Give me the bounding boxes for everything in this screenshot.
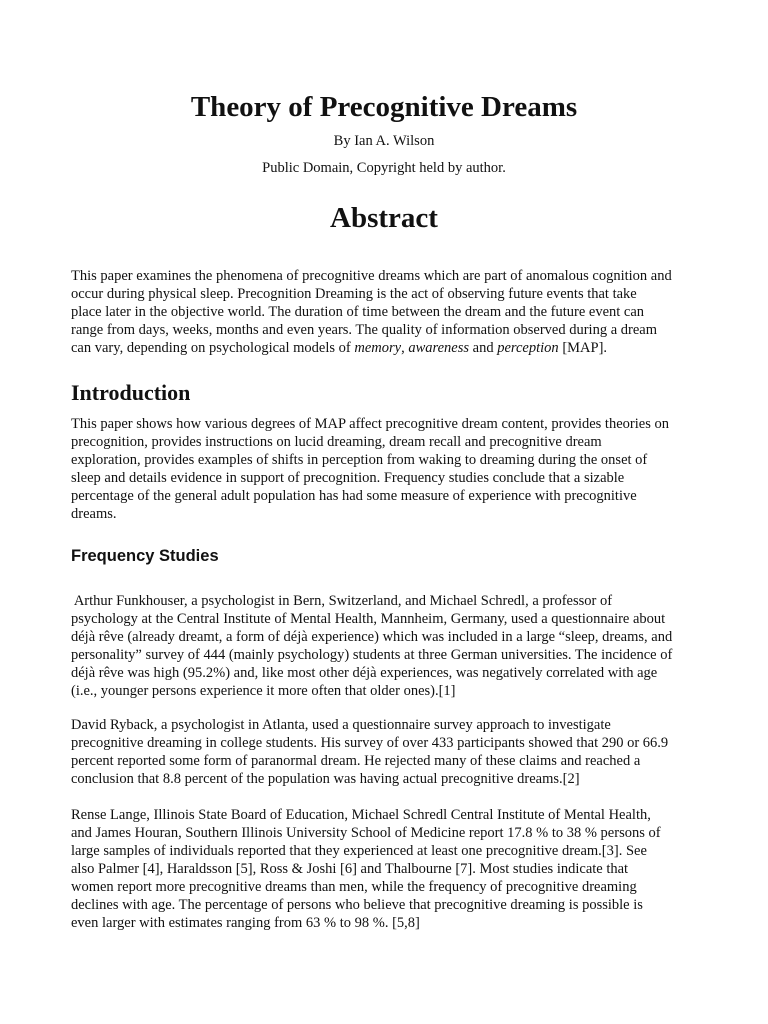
separator: , xyxy=(401,340,409,356)
term-memory: memory xyxy=(354,340,402,356)
author-byline: By Ian A. Wilson xyxy=(333,133,435,149)
term-perception: perception xyxy=(497,340,559,356)
abstract-line-last xyxy=(71,339,701,357)
abstract-line: occur during physical sleep. Precognition Dreaming is the act of observing future events that take xyxy=(71,286,637,302)
document-title: Theory of Precognitive Dreams xyxy=(190,91,578,123)
frequency-paragraph-2 xyxy=(71,716,701,788)
freq-line: psychology at the Central Institute of Mental Health, Mannheim, Germany, used a questionnaire about xyxy=(71,611,666,627)
frequency-studies-heading: Frequency Studies xyxy=(71,547,219,565)
term-awareness: awareness xyxy=(408,340,470,356)
abstract-text: can vary, depending on psychological models of xyxy=(71,340,355,356)
intro-line: exploration, provides examples of shifts in perception from waking to dreaming during the onset of xyxy=(71,452,648,468)
freq-line: precognitive dreaming in college students. His survey of over 433 participants showed that 290 or 66.9 xyxy=(71,735,669,751)
freq-line: Arthur Funkhouser, a psychologist in Bern, Switzerland, and Michael Schredl, a professor of xyxy=(71,593,613,609)
frequency-paragraph-1 xyxy=(71,592,701,700)
intro-line: This paper shows how various degrees of MAP affect precognitive dream content, provides theories on xyxy=(71,416,669,432)
freq-line: (i.e., younger persons experience it more often that older ones).[1] xyxy=(71,683,456,699)
freq-line: percent reported some form of paranormal dream. He rejected many of these claims and reached a xyxy=(71,753,641,769)
frequency-paragraph-3 xyxy=(71,806,701,932)
copyright-notice: Public Domain, Copyright held by author. xyxy=(262,160,506,176)
introduction-heading: Introduction xyxy=(71,380,191,405)
abstract-line: place later in the objective world. The duration of time between the dream and the future event can xyxy=(71,304,645,320)
freq-line: declines with age. The percentage of persons who believe that precognitive dreaming is possible is xyxy=(71,897,643,913)
freq-line: personality” survey of 444 (mainly psychology) students at three German universities. The incidence of xyxy=(71,647,673,663)
freq-line: déjà rêve (already dreamt, a form of déjà experience) which was included in a large “sleep, dreams, and xyxy=(71,629,673,645)
freq-line: and James Houran, Southern Illinois University School of Medicine report 17.8 % to 38 % persons of xyxy=(71,825,661,841)
freq-line: David Ryback, a psychologist in Atlanta, used a questionnaire survey approach to investigate xyxy=(71,717,611,733)
intro-line: sleep and details evidence in support of precognition. Frequency studies conclude that a sizable xyxy=(71,470,625,486)
abstract-line: range from days, weeks, months and even years. The quality of information observed during a dream xyxy=(71,322,658,338)
freq-line: even larger with estimates ranging from 63 % to 98 %. [5,8] xyxy=(71,915,420,931)
separator: and xyxy=(469,340,498,356)
freq-line: déjà rêve was high (95.2%) and, like most other déjà experiences, was negatively correlated with age xyxy=(71,665,658,681)
abstract-line: This paper examines the phenomena of precognitive dreams which are part of anomalous cognition and xyxy=(71,268,672,284)
abstract-text: [MAP]. xyxy=(558,340,608,356)
freq-line: large samples of individuals reported that they experienced at least one precognitive dream.[3]. See xyxy=(71,843,647,859)
freq-line: also Palmer [4], Haraldsson [5], Ross & Joshi [6] and Thalbourne [7]. Most studies indicate that xyxy=(71,861,629,877)
intro-line: precognition, provides instructions on lucid dreaming, dream recall and precognitive dream xyxy=(71,434,602,450)
freq-line: Rense Lange, Illinois State Board of Education, Michael Schredl Central Institute of Mental Health, xyxy=(71,807,651,823)
intro-line: percentage of the general adult population has had some measure of experience with precognitive xyxy=(71,488,637,504)
freq-line: women report more precognitive dreams than men, while the frequency of precognitive dreaming xyxy=(71,879,637,895)
introduction-paragraph xyxy=(71,415,701,523)
abstract-paragraph xyxy=(71,267,701,357)
abstract-heading: Abstract xyxy=(330,202,438,234)
intro-line: dreams. xyxy=(71,506,117,522)
freq-line: conclusion that 8.8 percent of the population was having actual precognitive dreams.[2] xyxy=(71,771,580,787)
